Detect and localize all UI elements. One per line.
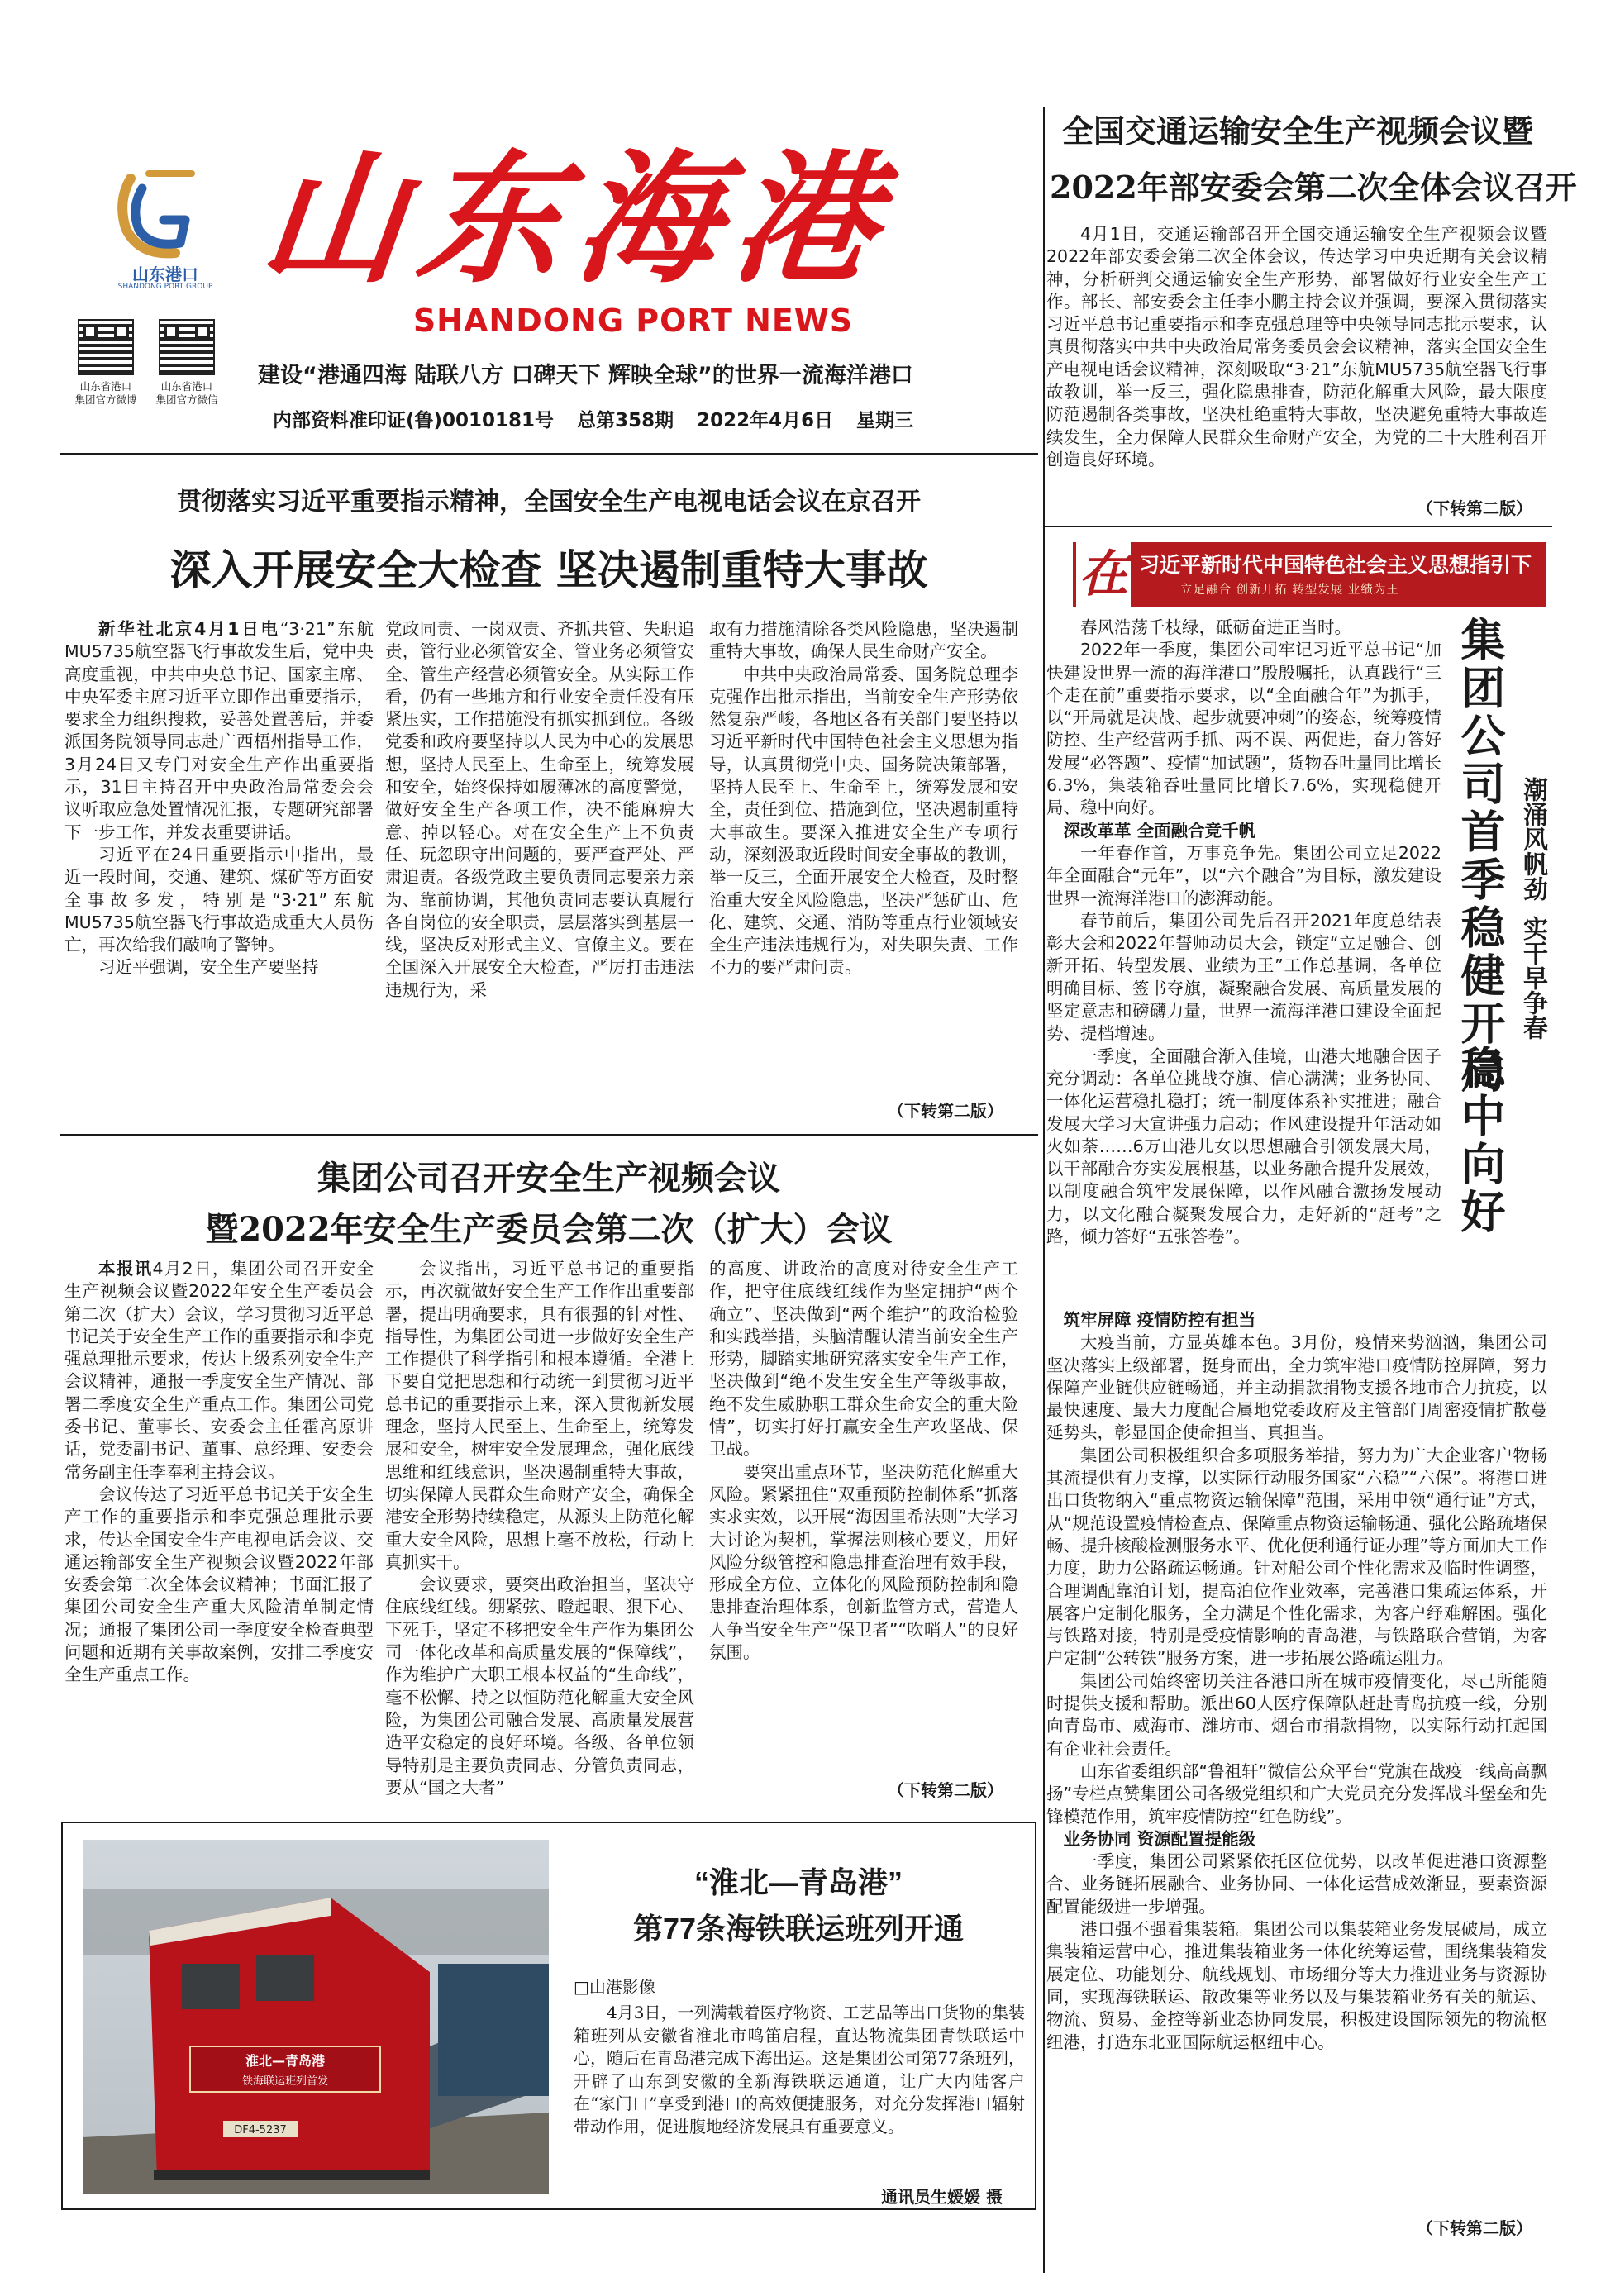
q1-paragraph: 2022年一季度，集团公司牢记习近平总书记“加快建设世界一流的海洋港口”殷殷嘱托，认真践行“三个走在前”重要指示要求，以“全面融合年”为抓手，以“开局就是决战、起步就要冲刺”的姿态，统筹疫情防控、生产经营两手抓、两不误、两促进，奋力答好发展“必答题”、疫情“加试题”，货物吞吐量同比增长6.3%，集装箱吞吐量同比增长7.6%，实现稳健开局、稳中向好。 xyxy=(1046,640,1441,818)
masthead-title: 山东海港 xyxy=(254,135,900,302)
main-column-1 xyxy=(64,618,374,1131)
main-paragraph: 习近平强调，安全生产要坚持 xyxy=(98,957,319,978)
q1-paragraph: 一年春作首，万事竞争先。集团公司立足2022年全面融合“元年”，以“六个融合”为目标，激发建设世界一流海洋港口的澎湃动能。 xyxy=(1046,842,1441,908)
wechat-qr-code xyxy=(159,319,215,375)
logo-text: 山东港口 xyxy=(132,264,198,284)
main-kicker: 贯彻落实习近平重要指示精神，全国安全生产电视电话会议在京召开 xyxy=(177,488,921,517)
main-column-2 xyxy=(385,618,694,1131)
shandong-port-logo-icon xyxy=(109,155,217,263)
main-paragraph: 取有力措施清除各类风险隐患，坚决遏制重特大事故，确保人民生命财产安全。 xyxy=(709,619,1018,662)
group-continued: （下转第二版） xyxy=(888,1780,1003,1800)
rail-title-line2: 第77条海铁联运班列开通 xyxy=(632,1912,965,1946)
publication-permit: 内部资料准印证(鲁)0010181号 xyxy=(273,410,555,431)
main-paragraph: 中共中央政治局常委、国务院总理李克强作出批示指出，当前安全生产形势依然复杂严峻，各地区各有关部门要坚持以习近平新时代中国特色社会主义思想为指导，认真贯彻党中央、国务院决策部署，坚持人民至上、生命至上，统筹发展和安全，责任到位、措施到位，坚决遏制重特大事故生。要深入推进安全生产专项行动，深刻汲取近段时间安全事故的教训，举一反三，全面开展安全大检查，及时整治重大安全风险隐患，坚决严惩矿山、危化、建筑、交通、消防等重点行业领域安全生产违法违规行为，对失职失责、工作不力的要严肃问责。 xyxy=(709,664,1018,978)
rail-article-box xyxy=(61,1822,1036,2210)
conference-body xyxy=(1046,223,1547,517)
rail-photo-credit: 通讯员生媛媛 摄 xyxy=(881,2187,1003,2207)
group-paragraph: 的高度、讲政治的高度对待安全生产工作，把守住底线红线作为坚定拥护“两个确立”、坚决做到“两个维护”的政治检验和实践举措，头脑清醒认清当前安全生产形势，脚踏实地研究落实安全生产工作，坚决做到“绝不发生安全生产等级事故，绝不发生威胁职工群众生命安全的重大险情”，切实打好打赢安全生产攻坚战、保卫战。 xyxy=(709,1259,1018,1460)
q1-paragraph: 山东省委组织部“鲁祖轩”微信公众平台“党旗在战疫一线高高飘扬”专栏点赞集团公司各级党组织和广大党员充分发挥战斗堡垒和先锋模范作用，筑牢疫情防控“红色防线”。 xyxy=(1046,1760,1547,1827)
issue-number: 总第358期 xyxy=(577,410,674,431)
rail-source: □山港影像 xyxy=(574,1977,655,1997)
main-paragraph: 习近平在24日重要指示中指出，最近一段时间，交通、建筑、煤矿等方面安全事故多发，特别是“3·21”东航MU5735航空器飞行事故造成重大人员伤亡，再次给我们敲响了警钟。 xyxy=(64,844,374,955)
main-column-3 xyxy=(709,618,1018,1098)
group-column-3 xyxy=(709,1258,1018,1749)
group-paragraph: 会议指出，习近平总书记的重要指示，再次就做好安全生产工作作出重要部署，提出明确要求，具有很强的针对性、指导性，为集团公司进一步做好安全生产工作提供了科学指引和根本遵循。全港上下要自觉把思想和行动统一到贯彻习近平总书记的重要指示上来，深入贯彻新发展理念，坚持人民至上、生命至上，统筹发展和安全，树牢安全发展理念，强化底线思维和红线意识，坚决遏制重特大事故，切实保障人民群众生命财产安全，确保全港安全形势持续稳定，从源头上防范化解重大安全风险，思想上毫不放松，行动上真抓实干。 xyxy=(385,1259,694,1572)
train-photo xyxy=(83,1840,549,2194)
q1-section-heading: 业务协同 资源配置提能级 xyxy=(1063,1828,1256,1849)
issue-weekday: 星期三 xyxy=(856,410,914,431)
main-headline: 深入开展安全大检查 坚决遏制重特大事故 xyxy=(169,546,928,594)
main-text: “3·21”东航MU5735航空器飞行事故发生后，党中央高度重视，中共中央总书记、国家主席、中央军委主席习近平立即作出重要指示，要求全力组织搜救，妥善处置善后，并委派国务院领导同志赴广西梧州指导工作，3月24日又专门对安全生产作出重要指示，31日主持召开中央政治局常委会会议听取应急处置情况汇报，专题研究部署下一步工作，并发表重要讲话。 xyxy=(64,619,374,842)
main-continued: （下转第二版） xyxy=(888,1101,1003,1121)
q1-paragraph: 集团公司积极组织合多项服务举措，努力为广大企业客户物畅其流提供有力支撑，以实际行动服务国家“六稳”“六保”。将港口进出口货物纳入“重点物资运输保障”范围，采用申领“通行证”方式，从“规范设置疫情检查点、保障重点物资运输畅通、强化公路疏堵保畅、提升核酸检测服务水平、优化便利通行证办理”等方面加大工作力度，助力公路疏运畅通。针对船公司个性化需求及临时性调整，合理调配靠泊计划，提高泊位作业效率，完善港口集疏运体系，开展客户定制化服务，全力满足个性化需求，为客户纾难解困。强化与铁路对接，特别是受疫情影响的青岛港，与铁路联合营销，为客户定制“公转铁”服务方案，进一步拓展公路疏运阻力。 xyxy=(1046,1445,1547,1669)
conference-title-line1: 全国交通运输安全生产视频会议暨 xyxy=(1061,112,1533,150)
q1-headline-line2: 稳中向好 xyxy=(1454,1045,1507,1236)
q1-paragraph: 集团公司始终密切关注各港口所在城市疫情变化，尽己所能随时提供支援和帮助。派出60人医疗保障队赶赴青岛抗疫一线，分别向青岛市、威海市、潍坊市、烟台市捐款捐物，以实际行动扛起国有企业社会责任。 xyxy=(1046,1670,1547,1759)
q1-paragraph: 春节前后，集团公司先后召开2021年度总结表彰大会和2022年誓师动员大会，锁定“立足融合、创新开拓、转型发展、业绩为王”工作总基调，各单位明确目标、签书夺旗，凝聚融合发展、高质量发展的坚定意志和磅礴力量，世界一流海洋港口建设全面起势、提档增速。 xyxy=(1046,910,1441,1044)
banner-title: 习近平新时代中国特色社会主义思想指引下 xyxy=(1139,553,1532,577)
issue-info xyxy=(273,405,913,432)
q1-continued: （下转第二版） xyxy=(1417,2218,1532,2238)
q1-section-heading: 深改革革 全面融合竞千帆 xyxy=(1063,820,1256,841)
q1-subtitle-line2: 实干早争春 xyxy=(1518,916,1547,1040)
rail-title-line1: “淮北—青岛港” xyxy=(693,1865,903,1899)
q1-headline-line1: 集团公司首季稳健开局 xyxy=(1454,617,1507,1096)
group-column-1 xyxy=(64,1258,374,1803)
q1-paragraph: 港口强不强看集装箱。集团公司以集装箱业务发展破局，成立集装箱运营中心，推进集装箱业务一体化统筹运营，围绕集装箱发展定位、功能划分、航线规划、市场细分等大力推进业务与资源协同，实现海铁联运、散改集等业务以及与集装箱业务有关的航运、物流、贸易、金控等新业态协同发展，积极建设国际领先的物流枢纽港，打造东北亚国际航运枢纽中心。 xyxy=(1046,1919,1547,2052)
q1-subtitle-line1: 潮涌风帆劲 xyxy=(1518,777,1547,901)
theme-banner xyxy=(1073,542,1546,607)
group-byline: 本报讯 xyxy=(98,1259,153,1279)
photo-loco-number: DF4-5237 xyxy=(234,2124,287,2136)
rail-paragraph: 4月3日，一列满载着医疗物资、工艺品等出口货物的集装箱班列从安徽省淮北市鸣笛启程，直达物流集团青铁联运中心，随后在青岛港完成下海出运。这是集团公司第77条班列，开辟了山东到安徽的全新海铁联运通道，让广大内陆客户在“家门口”享受到港口的高效便捷服务，对充分发挥港口辐射带动作用，促进腹地经济发展具有重要意义。 xyxy=(574,2003,1025,2136)
group-text: 4月2日，集团公司召开安全生产视频会议暨2022年安全生产委员会第二次（扩大）会议，学习贯彻习近平总书记关于安全生产工作的重要指示和李克强总理批示要求，传达上级系列安全生产会议精神，通报一季度安全生产情况、部署二季度安全生产重点工作。集团公司党委书记、董事长、安委会主任霍高原讲话，党委副书记、董事、总经理、安委会常务副主任李奉利主持会议。 xyxy=(64,1259,374,1482)
divider xyxy=(60,1134,1038,1136)
rail-body xyxy=(574,2002,1025,2192)
group-paragraph: 要突出重点环节，坚决防范化解重大风险。紧紧扭住“双重预防控制体系”抓落实求实效，以开展“海因里希法则”大学习大讨论为契机，掌握法则核心要义，用好风险分级管控和隐患排查治理有效手段，形成全方位、立体化的风险预防控制和隐患排查治理体系，创新监管方式，营造人人争当安全生产“保卫者”“吹哨人”的良好氛围。 xyxy=(709,1461,1018,1663)
qr1-label: 山东省港口 集团官方微博 xyxy=(74,380,137,406)
issue-date: 2022年4月6日 xyxy=(697,410,834,431)
q1-upper-body xyxy=(1046,617,1441,1301)
group-title-line2: 暨2022年安全生产委员会第二次（扩大）会议 xyxy=(205,1210,893,1249)
group-column-2 xyxy=(385,1258,694,1812)
q1-paragraph: 大疫当前，方显英雄本色。3月份，疫情来势汹汹，集团公司坚决落实上级部署，挺身而出，全力筑牢港口疫情防控屏障，努力保障产业链供应链畅通，并主动捐款捐物支援各地市合力抗疫，以最快速度、最大力度配合属地党委政府及主管部门周密疫情扩散蔓延势头，彰显国企使命担当、真担当。 xyxy=(1046,1332,1547,1443)
main-byline: 新华社北京4月1日电 xyxy=(98,619,280,639)
q1-paragraph: 一季度，全面融合渐入佳境，山港大地融合因子充分调动：各单位挑战夺旗、信心满满；业务协同、一体化运营稳扎稳打；统一制度体系补实推进；融合发展大学习大宣讲强力启动；作风建设提升年活动如火如荼……6万山港儿女以思想融合引领发展大局，以干部融合夯实发展根基，以业务融合提升发展效，以制度融合筑牢发展保障，以作风融合激扬发展动力，以文化融合凝聚发展合力，走好新的“赶考”之路，倾力答好“五张答卷”。 xyxy=(1046,1046,1441,1247)
conference-title-line2: 2022年部安委会第二次全体会议召开 xyxy=(1050,169,1577,206)
conference-paragraph: 4月1日，交通运输部召开全国交通运输安全生产视频会议暨2022年部安委会第二次全体会议，传达学习中央近期有关会议精神，分析研判交通运输安全生产形势，部署做好行业安全生产工作。部长、部安委会主任李小鹏主持会议并强调，要深入贯彻落实习近平总书记重要指示和李克强总理等中央领导同志批示要求，认真贯彻落实中共中央政治局常务委员会会议精神，落实全国安全生产电视电话会议精神，深刻吸取“3·21”东航MU5735航空器飞行事故教训，举一反三，强化隐患排查，防范化解重大风险，最大限度防范遏制各类事故，坚决杜绝重特大事故，坚决避免重特大事故连续发生，全力保障人民群众生命财产安全，为党的二十大胜利召开创造良好环境。 xyxy=(1046,224,1547,469)
q1-section-heading: 筑牢屏障 疫情防控有担当 xyxy=(1063,1310,1256,1330)
photo-sign-line2: 铁海联运班列首发 xyxy=(241,2075,329,2088)
weibo-qr-code xyxy=(78,319,134,375)
q1-intro: 春风浩荡千枝绿，砥砺奋进正当时。 xyxy=(1080,617,1351,637)
conference-continued: （下转第二版） xyxy=(1417,498,1532,518)
group-paragraph: 会议传达了习近平总书记关于安全生产工作的重要指示和李克强总理批示要求，传达全国安全生产电视电话会议、交通运输部安全生产视频会议暨2022年部安委会第二次全体会议精神；书面汇报了集团公司安全生产重大风险清单制定情况；通报了集团公司一季度安全检查典型问题和近期有关事故案例，安排二季度安全生产重点工作。 xyxy=(64,1484,374,1685)
qr2-label: 山东省港口 集团官方微信 xyxy=(155,380,218,406)
main-paragraph: 党政同责、一岗双责、齐抓共管、失职追责，管行业必须管安全、管业务必须管安全、管生产经营必须管安全。从实际工作看，仍有一些地方和行业安全责任没有压紧压实，工作措施没有抓实抓到位。各级党委和政府要坚持以人民为中心的发展思想，坚持人民至上、生命至上，统筹发展和安全，始终保持如履薄冰的高度警觉，做好安全生产各项工作，决不能麻痹大意、掉以轻心。对在安全生产上不负责任、玩忽职守出问题的，要严查严处、严肃追责。各级党政主要负责同志要亲力亲为、靠前协调，其他负责同志要认真履行各自岗位的安全职责，层层落实到基层一线，坚决反对形式主义、官僚主义。要在全国深入开展安全大检查，严厉打击违法违规行为，采 xyxy=(385,619,694,1000)
banner-subtitle: 立足融合 创新开拓 转型发展 业绩为王 xyxy=(1180,584,1399,597)
q1-lower-body xyxy=(1046,1309,1547,2210)
group-paragraph: 会议要求，要突出政治担当，坚决守住底线红线。绷紧弦、瞪起眼、狠下心、下死手，坚定不移把安全生产作为集团公司一体化改革和高质量发展的“保障线”，作为维护广大职工根本权益的“生命线”，毫不松懈、持之以恒防范化解重大安全风险，为集团公司融合发展、高质量发展营造平安稳定的良好环境。各级、各单位领导特别是主要负责同志、分管负责同志，要从“国之大者” xyxy=(385,1574,694,1798)
photo-sign-line1: 淮北—青岛港 xyxy=(245,2053,326,2069)
divider xyxy=(60,453,1038,455)
logo-subtext: SHANDONG PORT GROUP xyxy=(117,283,213,291)
masthead-slogan: 建设“港通四海 陆联八方 口碑天下 辉映全球”的世界一流海洋港口 xyxy=(258,363,913,388)
divider xyxy=(1045,526,1552,527)
group-title-line1: 集团公司召开安全生产视频会议 xyxy=(317,1159,780,1198)
banner-char: 在 xyxy=(1076,542,1131,607)
column-divider xyxy=(1043,107,1045,2273)
q1-paragraph: 一季度，集团公司紧紧依托区位优势，以改革促进港口资源整合、业务链拓展融合、业务协同、一体化运营成效渐显，要素资源配置能级进一步增强。 xyxy=(1046,1851,1547,1917)
masthead-english-title: SHANDONG PORT NEWS xyxy=(412,302,854,339)
